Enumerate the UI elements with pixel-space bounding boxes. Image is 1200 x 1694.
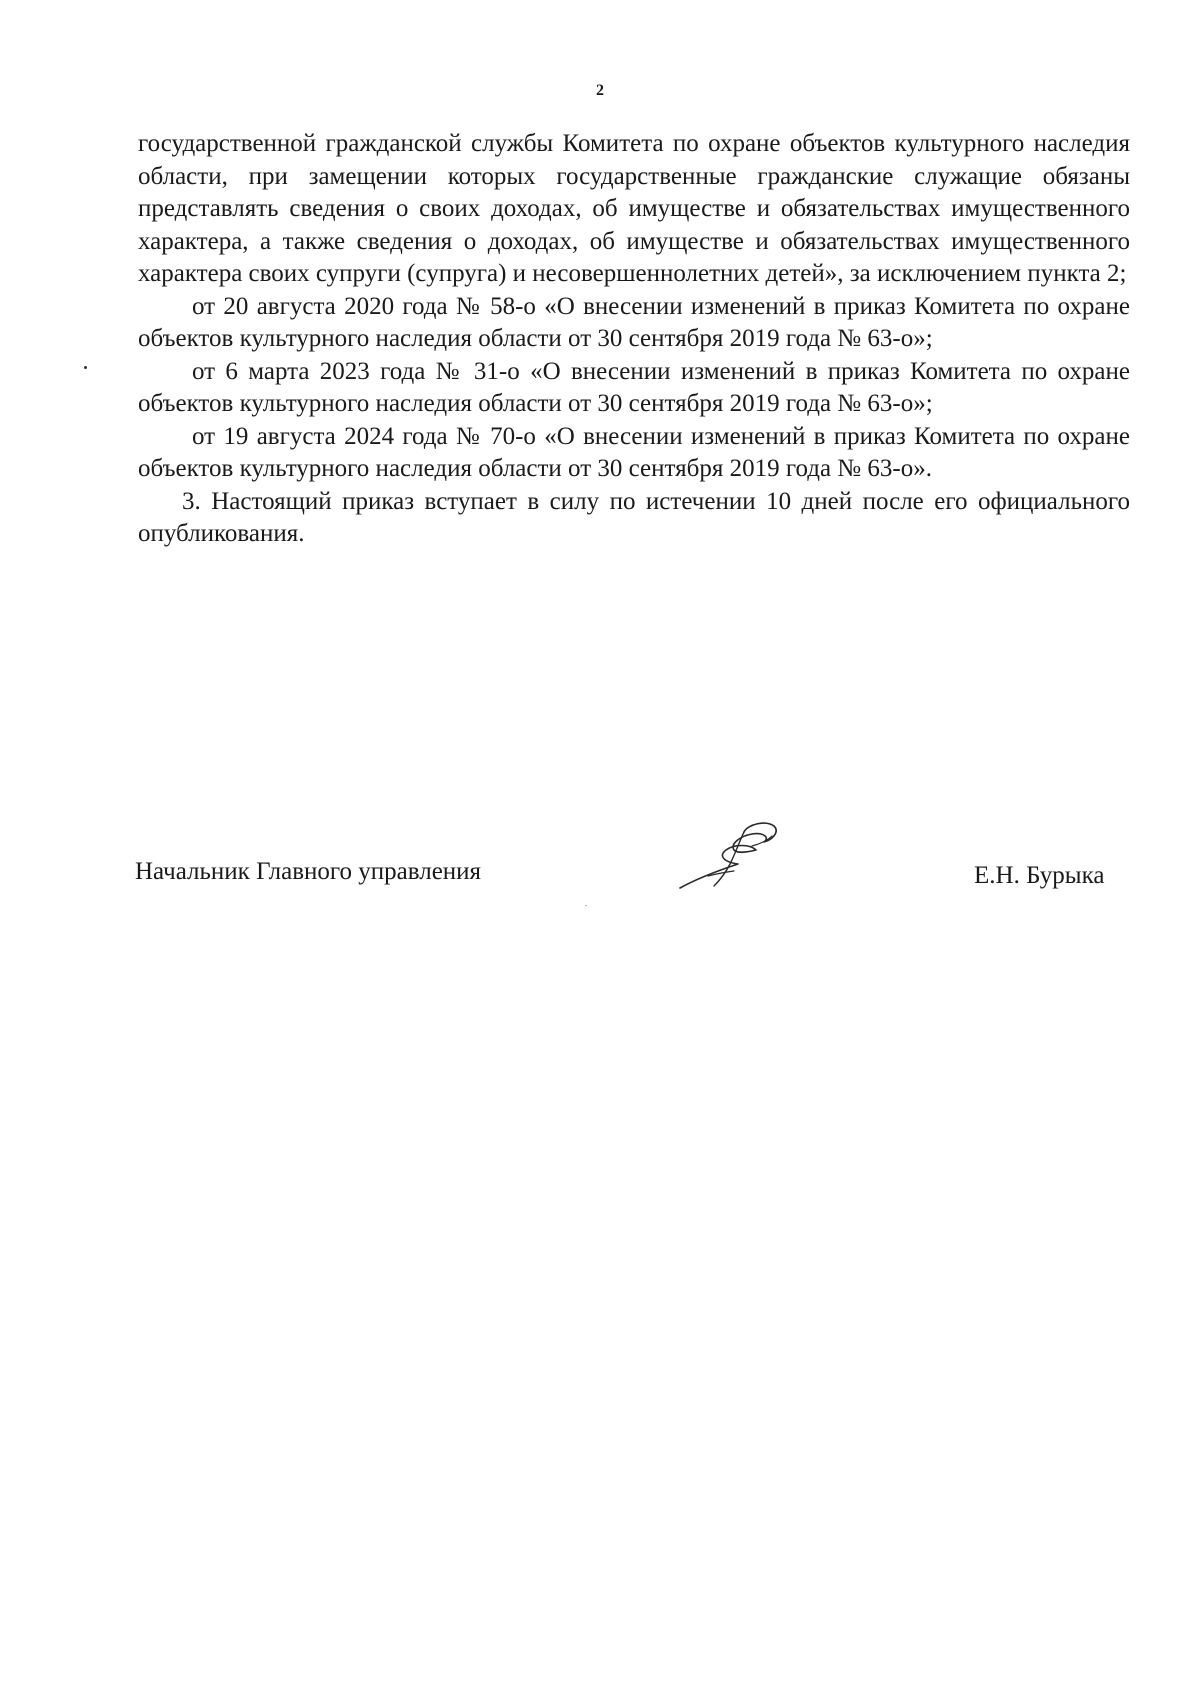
signer-position: Начальник Главного управления [135, 858, 482, 885]
signature-block [0, 828, 1200, 918]
paragraph-amendment-2020: от 20 августа 2020 года № 58-о «О внесении изменений в приказ Комитета по охране объектов культурного наследия области от 30 сентября 2019 года № 63-о»; [138, 292, 1130, 352]
page-number: 2 [596, 82, 604, 99]
paragraph-amendment-2023: от 6 марта 2023 года № 31-о «О внесении изменений в приказ Комитета по охране объектов культурного наследия области от 30 сентября 2019 года № 63-о»; [138, 357, 1130, 417]
handwritten-signature [668, 800, 798, 900]
paragraph-amendment-2024: от 19 августа 2024 года № 70-о «О внесении изменений в приказ Комитета по охране объектов культурного наследия области от 30 сентября 2019 года № 63-о». [138, 422, 1130, 482]
paragraph-continuation: государственной гражданской службы Комитета по охране объектов культурного наследия области, при замещении которых государственные гражданские служащие обязаны представлять сведения о своих доходах, об имуществе и обязательствах имущественного характера, а также сведения о доходах, об имуществе и обязательствах имущественного характера своих супруги (супруга) и несовершеннолетних детей», за исключением пункта 2; [138, 130, 1130, 287]
document-body [138, 128, 1130, 551]
paragraph-item-3: 3. Настоящий приказ вступает в силу по истечении 10 дней после его официального опубликования. [138, 487, 1130, 547]
signer-name: Е.Н. Бурыка [974, 862, 1105, 889]
scan-artifact-dot [84, 366, 87, 369]
